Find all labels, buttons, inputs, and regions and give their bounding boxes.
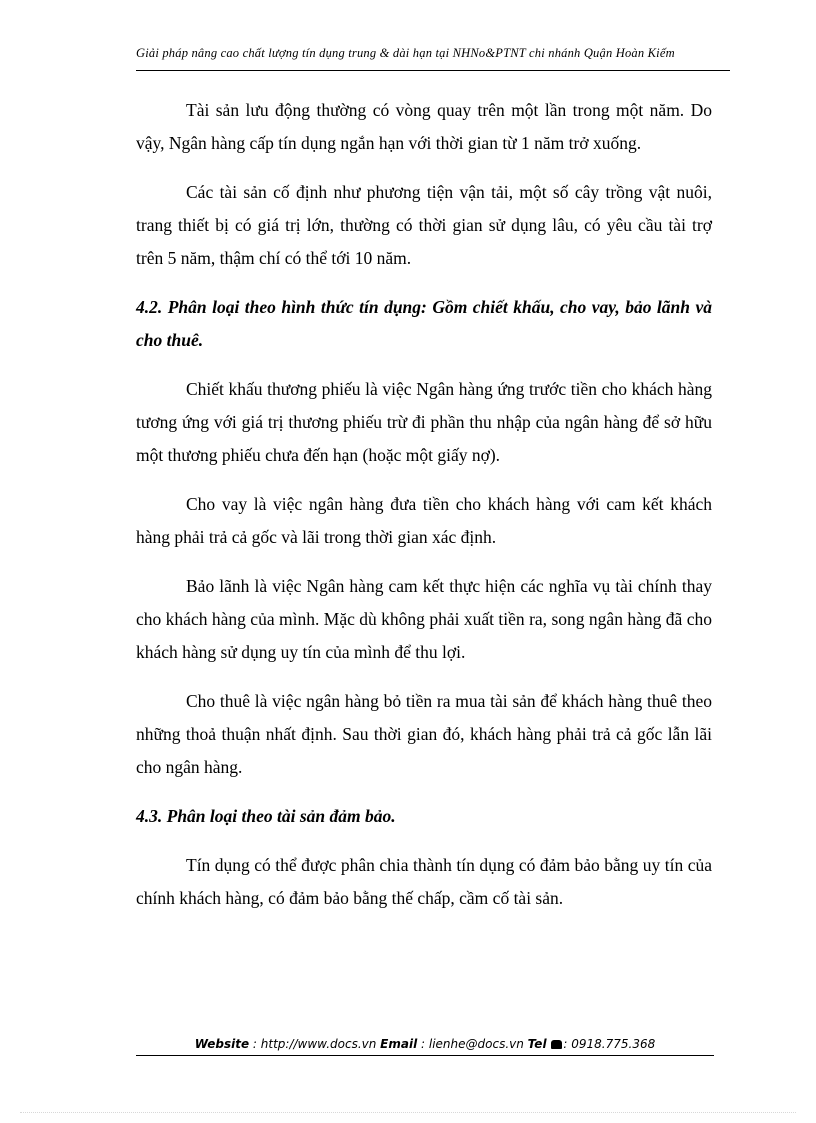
footer-rule [136, 1055, 714, 1056]
paragraph-loan: Cho vay là việc ngân hàng đưa tiền cho khách hàng với cam kết khách hàng phải trả cả gốc và lãi trong thời gian xác định. [136, 494, 712, 547]
telephone-icon [551, 1040, 562, 1049]
footer-tel-value: : 0918.775.368 [563, 1037, 656, 1051]
footer-email-value[interactable]: : lienhe@docs.vn [417, 1037, 528, 1051]
section-heading-4-3: 4.3. Phân loại theo tài sản đảm bảo. [136, 806, 396, 826]
paragraph-current-assets: Tài sản lưu động thường có vòng quay trên một lần trong một năm. Do vậy, Ngân hàng cấp tín dụng ngắn hạn với thời gian từ 1 năm trở xuống. [136, 100, 712, 153]
footer-email-label: Email [380, 1037, 418, 1051]
document-body [136, 94, 712, 931]
header-rule [136, 70, 730, 71]
header-text: Giải pháp nâng cao chất lượng tín dụng trung & dài hạn tại NHNo&PTNT chi nhánh Quận Hoàn Kiếm [136, 46, 675, 60]
footer-website-label: Website [194, 1037, 250, 1051]
paragraph-leasing: Cho thuê là việc ngân hàng bỏ tiền ra mua tài sản để khách hàng thuê theo những thoả thuận nhất định. Sau thời gian đó, khách hàng phải trả cả gốc lẫn lãi cho ngân hàng. [136, 691, 712, 777]
paragraph-discount: Chiết khấu thương phiếu là việc Ngân hàng ứng trước tiền cho khách hàng tương ứng với giá trị thương phiếu trừ đi phần thu nhập của ngân hàng để sở hữu một thương phiếu chưa đến hạn (hoặc một giấy nợ). [136, 379, 712, 465]
paragraph-fixed-assets: Các tài sản cố định như phương tiện vận tải, một số cây trồng vật nuôi, trang thiết bị có giá trị lớn, thường có thời gian sử dụng lâu, có yêu cầu tài trợ trên 5 năm, thậm chí có thể tới 10 năm. [136, 182, 712, 268]
paragraph-guarantee: Bảo lãnh là việc Ngân hàng cam kết thực hiện các nghĩa vụ tài chính thay cho khách hàng của mình. Mặc dù không phải xuất tiền ra, song ngân hàng đã cho khách hàng sử dụng uy tín của mình để thu lợi. [136, 576, 712, 662]
page-footer [136, 1037, 714, 1051]
page-header [136, 46, 730, 61]
section-heading-4-2: 4.2. Phân loại theo hình thức tín dụng: Gồm chiết khấu, cho vay, bảo lãnh và cho thuê. [136, 297, 712, 350]
page-bottom-border [20, 1112, 796, 1113]
paragraph-collateral: Tín dụng có thể được phân chia thành tín dụng có đảm bảo bằng uy tín của chính khách hàng, có đảm bảo bằng thế chấp, cầm cố tài sản. [136, 855, 712, 908]
footer-website-value[interactable]: : http://www.docs.vn [249, 1037, 381, 1051]
footer-tel-label: Tel [527, 1037, 547, 1051]
